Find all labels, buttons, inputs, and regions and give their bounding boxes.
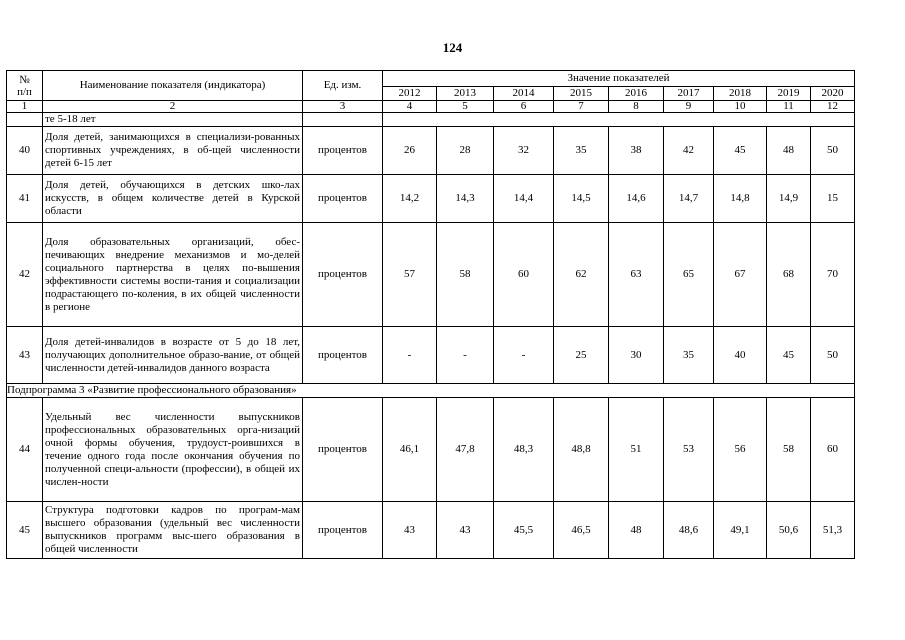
value-cell: 60 xyxy=(494,223,554,327)
column-index: 1 xyxy=(7,101,43,113)
unit-cell: процентов xyxy=(303,398,383,502)
continuation-text: те 5-18 лет xyxy=(43,113,303,127)
indicator-name: Удельный вес численности выпускников профессиональных образовательных орга-низаций очной формы обучения, трудоуст-роившихся в течение одного года после окончания обучения по полученной специ-альности (профессии), в общей их числен-ности xyxy=(43,398,303,502)
value-cell: 48 xyxy=(767,127,811,175)
value-cell: 14,7 xyxy=(664,175,714,223)
row-number: 45 xyxy=(7,502,43,559)
value-cell: 40 xyxy=(714,327,767,384)
value-cell: 63 xyxy=(609,223,664,327)
value-cell: 14,4 xyxy=(494,175,554,223)
value-cell: 48,3 xyxy=(494,398,554,502)
table-row xyxy=(7,127,855,175)
column-index: 4 xyxy=(383,101,437,113)
value-cell: 46,1 xyxy=(383,398,437,502)
column-index: 12 xyxy=(811,101,855,113)
value-cell: 43 xyxy=(383,502,437,559)
year-header: 2016 xyxy=(609,87,664,101)
value-cell: 60 xyxy=(811,398,855,502)
name-header: Наименование показателя (индикатора) xyxy=(43,71,303,101)
value-cell: 45 xyxy=(767,327,811,384)
value-cell: 50,6 xyxy=(767,502,811,559)
subprogram-title: Подпрограмма 3 «Развитие профессионального образования» xyxy=(7,384,855,398)
column-index: 3 xyxy=(303,101,383,113)
value-cell: 32 xyxy=(494,127,554,175)
value-cell: 14,2 xyxy=(383,175,437,223)
value-cell: 15 xyxy=(811,175,855,223)
value-cell: 49,1 xyxy=(714,502,767,559)
value-cell: - xyxy=(494,327,554,384)
value-cell: 43 xyxy=(437,502,494,559)
subprogram-row xyxy=(7,384,855,398)
value-cell: 51 xyxy=(609,398,664,502)
value-cell: 14,6 xyxy=(609,175,664,223)
value-cell: 45 xyxy=(714,127,767,175)
value-cell: 14,5 xyxy=(554,175,609,223)
page-number: 124 xyxy=(442,40,463,55)
value-cell: 58 xyxy=(767,398,811,502)
unit-cell: процентов xyxy=(303,223,383,327)
column-index: 7 xyxy=(554,101,609,113)
value-cell: 48,6 xyxy=(664,502,714,559)
value-cell: 58 xyxy=(437,223,494,327)
value-cell: 65 xyxy=(664,223,714,327)
value-cell: 56 xyxy=(714,398,767,502)
value-cell: 25 xyxy=(554,327,609,384)
indicator-name: Структура подготовки кадров по програм-мам высшего образования (удельный вес численности выпускников программ выс-шего образования в общей численности xyxy=(43,502,303,559)
value-cell: 14,8 xyxy=(714,175,767,223)
column-index: 5 xyxy=(437,101,494,113)
year-header: 2020 xyxy=(811,87,855,101)
value-cell: 14,9 xyxy=(767,175,811,223)
value-cell: 30 xyxy=(609,327,664,384)
header-row xyxy=(7,71,855,87)
value-cell: 42 xyxy=(664,127,714,175)
num-header: № п/п xyxy=(7,71,43,101)
column-index-row xyxy=(7,101,855,113)
year-header: 2018 xyxy=(714,87,767,101)
column-index: 11 xyxy=(767,101,811,113)
value-cell: 48 xyxy=(609,502,664,559)
value-cell: 53 xyxy=(664,398,714,502)
value-cell: 35 xyxy=(664,327,714,384)
value-cell: 47,8 xyxy=(437,398,494,502)
values-header: Значение показателей xyxy=(383,71,855,87)
value-cell: 26 xyxy=(383,127,437,175)
value-cell: 62 xyxy=(554,223,609,327)
value-cell: 51,3 xyxy=(811,502,855,559)
row-number: 41 xyxy=(7,175,43,223)
value-cell: 28 xyxy=(437,127,494,175)
unit-cell: процентов xyxy=(303,175,383,223)
value-cell: 14,3 xyxy=(437,175,494,223)
value-cell: 48,8 xyxy=(554,398,609,502)
table-row xyxy=(7,327,855,384)
value-cell: 50 xyxy=(811,127,855,175)
table-body-1 xyxy=(7,127,855,384)
value-cell: 67 xyxy=(714,223,767,327)
column-index: 6 xyxy=(494,101,554,113)
indicator-name: Доля образовательных организаций, обес-печивающих внедрение механизмов и мо-делей социального партнерства в целях по-вышения эффективности системы воспи-тания и социализации подрастающего по-коления, в их общей численности в регионе xyxy=(43,223,303,327)
unit-cell: процентов xyxy=(303,502,383,559)
value-cell: - xyxy=(437,327,494,384)
unit-cell: процентов xyxy=(303,327,383,384)
year-header: 2012 xyxy=(383,87,437,101)
table-row xyxy=(7,223,855,327)
value-cell: 45,5 xyxy=(494,502,554,559)
table-body-2 xyxy=(7,398,855,559)
unit-cell: процентов xyxy=(303,127,383,175)
row-number: 44 xyxy=(7,398,43,502)
row-number: 40 xyxy=(7,127,43,175)
table-row xyxy=(7,502,855,559)
value-cell: 38 xyxy=(609,127,664,175)
table-row xyxy=(7,398,855,502)
indicator-name: Доля детей, обучающихся в детских шко-лах искусств, в общем количестве детей в Курской области xyxy=(43,175,303,223)
column-index: 2 xyxy=(43,101,303,113)
year-header: 2017 xyxy=(664,87,714,101)
value-cell: 68 xyxy=(767,223,811,327)
continuation-row xyxy=(7,113,855,127)
unit-header: Ед. изм. xyxy=(303,71,383,101)
indicator-name: Доля детей-инвалидов в возрасте от 5 до 18 лет, получающих дополнительное образо-вание, от общей численности детей-инвалидов данного возраста xyxy=(43,327,303,384)
value-cell: 50 xyxy=(811,327,855,384)
value-cell: - xyxy=(383,327,437,384)
value-cell: 46,5 xyxy=(554,502,609,559)
column-index: 10 xyxy=(714,101,767,113)
row-number: 43 xyxy=(7,327,43,384)
column-index: 9 xyxy=(664,101,714,113)
table-row xyxy=(7,175,855,223)
year-header: 2014 xyxy=(494,87,554,101)
row-number: 42 xyxy=(7,223,43,327)
indicator-name: Доля детей, занимающихся в специализи-рованных спортивных учреждениях, в об-щей численности детей 6-15 лет xyxy=(43,127,303,175)
year-header: 2015 xyxy=(554,87,609,101)
value-cell: 35 xyxy=(554,127,609,175)
value-cell: 70 xyxy=(811,223,855,327)
year-header: 2019 xyxy=(767,87,811,101)
value-cell: 57 xyxy=(383,223,437,327)
year-header: 2013 xyxy=(437,87,494,101)
indicators-table xyxy=(6,70,855,559)
column-index: 8 xyxy=(609,101,664,113)
